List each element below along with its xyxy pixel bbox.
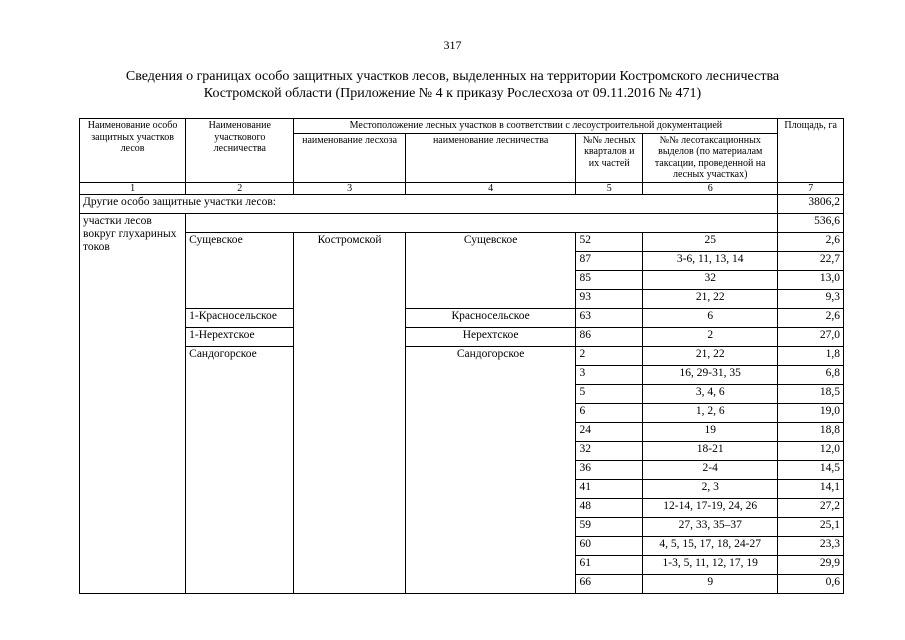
kvartal-number: 63	[576, 308, 643, 327]
vydel-numbers: 2-4	[643, 460, 778, 479]
kvartal-number: 93	[576, 289, 643, 308]
column-number: 5	[576, 182, 643, 194]
vydel-numbers: 6	[643, 308, 778, 327]
uchastkovoe-lesnichestvo: 1-Нерехтское	[186, 327, 294, 346]
table-row	[80, 346, 844, 365]
area-value: 6,8	[778, 365, 844, 384]
vydel-numbers: 3-6, 11, 13, 14	[643, 251, 778, 270]
vydel-numbers: 21, 22	[643, 346, 778, 365]
uchastkovoe-lesnichestvo: 1-Красносельское	[186, 308, 294, 327]
area-value: 13,0	[778, 270, 844, 289]
category-label: участки лесов вокруг глухариных токов	[80, 213, 186, 593]
page-number: 317	[443, 38, 462, 52]
kvartal-number: 59	[576, 517, 643, 536]
header-col3: наименование лесхоза	[294, 133, 405, 182]
vydel-numbers: 9	[643, 574, 778, 593]
column-number: 3	[294, 182, 405, 194]
kvartal-number: 36	[576, 460, 643, 479]
area-value: 25,1	[778, 517, 844, 536]
header-col5: №№ лесных кварталов и их частей	[576, 133, 643, 182]
uchastkovoe-lesnichestvo: Сущевское	[186, 232, 294, 308]
vydel-numbers: 21, 22	[643, 289, 778, 308]
vydel-numbers: 2, 3	[643, 479, 778, 498]
vydel-numbers: 1, 2, 6	[643, 403, 778, 422]
kvartal-number: 2	[576, 346, 643, 365]
vydel-numbers: 16, 29-31, 35	[643, 365, 778, 384]
vydel-numbers: 19	[643, 422, 778, 441]
vydel-numbers: 3, 4, 6	[643, 384, 778, 403]
document-title	[60, 68, 845, 102]
area-value: 18,5	[778, 384, 844, 403]
header-col2: Наименование участкового лесничества	[186, 119, 294, 183]
kvartal-number: 61	[576, 555, 643, 574]
kvartal-number: 32	[576, 441, 643, 460]
kvartal-number: 5	[576, 384, 643, 403]
lesnichestvo-name: Нерехтское	[405, 327, 576, 346]
category-row	[80, 213, 844, 232]
kvartal-number: 66	[576, 574, 643, 593]
boundaries-table	[79, 118, 844, 594]
lesnichestvo-name: Сущевское	[405, 232, 576, 308]
category-area: 536,6	[778, 213, 844, 232]
section-row	[80, 194, 844, 213]
kvartal-number: 85	[576, 270, 643, 289]
area-value: 9,3	[778, 289, 844, 308]
kvartal-number: 87	[576, 251, 643, 270]
kvartal-number: 86	[576, 327, 643, 346]
area-value: 22,7	[778, 251, 844, 270]
header-col4: наименование лесничества	[405, 133, 576, 182]
header-col1: Наименование особо защитных участков лесов	[80, 119, 186, 183]
kvartal-number: 48	[576, 498, 643, 517]
header-col6: №№ лесотаксационных выделов (по материалам таксации, проведенной на лесных участках)	[643, 133, 778, 182]
vydel-numbers: 25	[643, 232, 778, 251]
column-number: 4	[405, 182, 576, 194]
vydel-numbers: 2	[643, 327, 778, 346]
table-row	[80, 232, 844, 251]
column-number-row	[80, 182, 844, 194]
column-number: 1	[80, 182, 186, 194]
kvartal-number: 6	[576, 403, 643, 422]
vydel-numbers: 32	[643, 270, 778, 289]
title-line-2: Костромской области (Приложение № 4 к приказу Рослесхоза от 09.11.2016 № 471)	[203, 86, 702, 101]
kvartal-number: 24	[576, 422, 643, 441]
area-value: 27,2	[778, 498, 844, 517]
header-col7: Площадь, га	[778, 119, 844, 183]
vydel-numbers: 27, 33, 35–37	[643, 517, 778, 536]
uchastkovoe-lesnichestvo: Сандогорское	[186, 346, 294, 593]
column-number: 6	[643, 182, 778, 194]
area-value: 2,6	[778, 308, 844, 327]
area-value: 1,8	[778, 346, 844, 365]
lesnichestvo-name: Красносельское	[405, 308, 576, 327]
table-row	[80, 327, 844, 346]
area-value: 27,0	[778, 327, 844, 346]
leshoz-name: Костромской	[294, 232, 405, 593]
area-value: 12,0	[778, 441, 844, 460]
vydel-numbers: 12-14, 17-19, 24, 26	[643, 498, 778, 517]
area-value: 14,1	[778, 479, 844, 498]
area-value: 18,8	[778, 422, 844, 441]
area-value: 23,3	[778, 536, 844, 555]
header-row-1	[80, 119, 844, 134]
table-row	[80, 308, 844, 327]
section-label: Другие особо защитные участки лесов:	[80, 194, 778, 213]
area-value: 29,9	[778, 555, 844, 574]
vydel-numbers: 4, 5, 15, 17, 18, 24-27	[643, 536, 778, 555]
category-spacer	[186, 213, 778, 232]
column-number: 7	[778, 182, 844, 194]
kvartal-number: 41	[576, 479, 643, 498]
vydel-numbers: 18-21	[643, 441, 778, 460]
area-value: 14,5	[778, 460, 844, 479]
kvartal-number: 52	[576, 232, 643, 251]
area-value: 2,6	[778, 232, 844, 251]
title-line-1: Сведения о границах особо защитных участков лесов, выделенных на территории Костромского лесничества	[125, 69, 780, 84]
column-number: 2	[186, 182, 294, 194]
vydel-numbers: 1-3, 5, 11, 12, 17, 19	[643, 555, 778, 574]
section-area: 3806,2	[778, 194, 844, 213]
area-value: 0,6	[778, 574, 844, 593]
kvartal-number: 60	[576, 536, 643, 555]
lesnichestvo-name: Сандогорское	[405, 346, 576, 593]
kvartal-number: 3	[576, 365, 643, 384]
area-value: 19,0	[778, 403, 844, 422]
header-group: Местоположение лесных участков в соответствии с лесоустроительной документацией	[294, 119, 778, 134]
